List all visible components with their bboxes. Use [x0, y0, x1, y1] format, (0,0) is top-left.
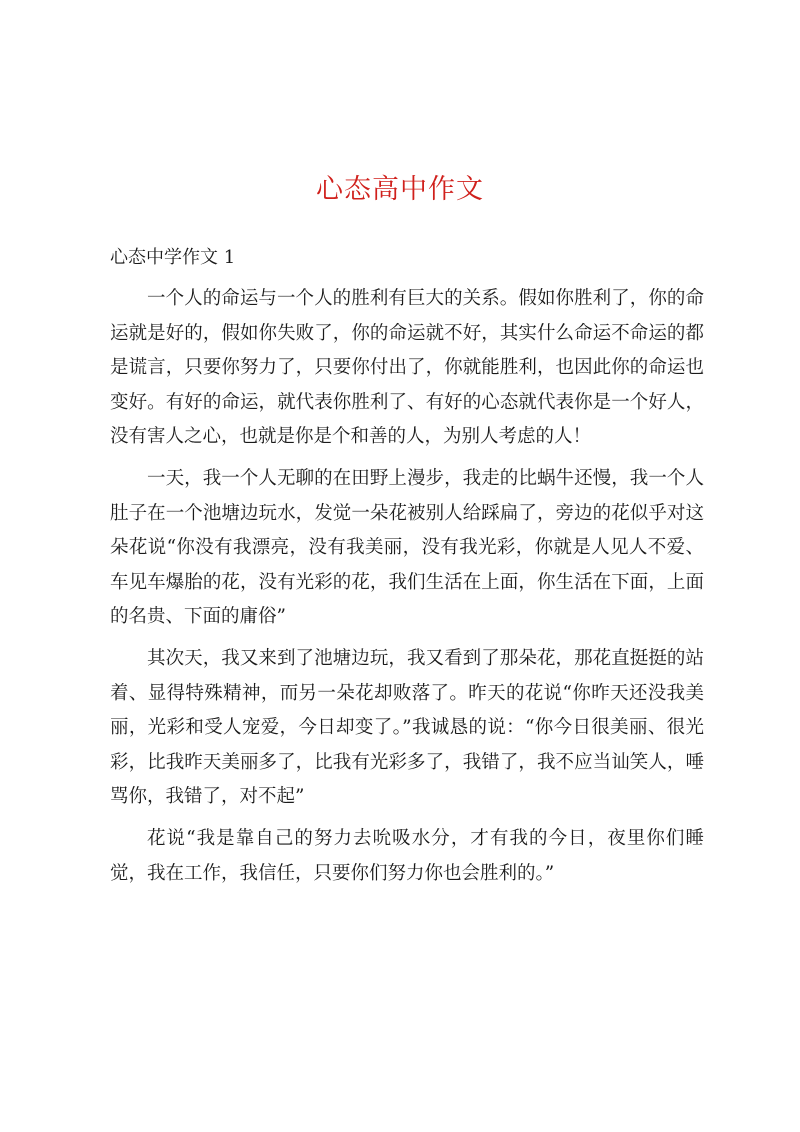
- paragraph: 其次天，我又来到了池塘边玩，我又看到了那朵花，那花直挺挺的站着、显得特殊精神，而另一朵花却败落了。昨天的花说“你昨天还没我美丽，光彩和受人宠爱，今日却变了。”我诚恳的说：“你今日很美丽、很光彩，比我昨天美丽多了，比我有光彩多了，我错了，我不应当讪笑人，唾骂你，我错了，对不起”: [110, 647, 704, 808]
- paragraph: 一个人的命运与一个人的胜利有巨大的关系。假如你胜利了，你的命运就是好的，假如你失败了，你的命运就不好，其实什么命运不命运的都是谎言，只要你努力了，只要你付出了，你就能胜利，也因此你的命运也变好。有好的命运，就代表你胜利了、有好的心态就代表你是一个好人，没有害人之心，也就是你是个和善的人，为别人考虑的人！: [110, 288, 704, 448]
- paragraph: 花说“我是靠自己的努力去吮吸水分，才有我的今日，夜里你们睡觉，我在工作，我信任，只要你们努力你也会胜利的。”: [110, 827, 704, 884]
- section-heading: 心态中学作文 1: [110, 247, 236, 268]
- essay-body: [110, 282, 704, 898]
- paragraph: 一天，我一个人无聊的在田野上漫步，我走的比蜗牛还慢，我一个人肚子在一个池塘边玩水，发觉一朵花被别人给踩扁了，旁边的花似乎对这朵花说“你没有我漂亮，没有我美丽，没有我光彩，你就是人见人不爱、车见车爆胎的花，没有光彩的花，我们生活在上面，你生活在下面，上面的名贵、下面的庸俗”: [110, 467, 704, 628]
- document-title: 心态高中作文: [316, 174, 484, 205]
